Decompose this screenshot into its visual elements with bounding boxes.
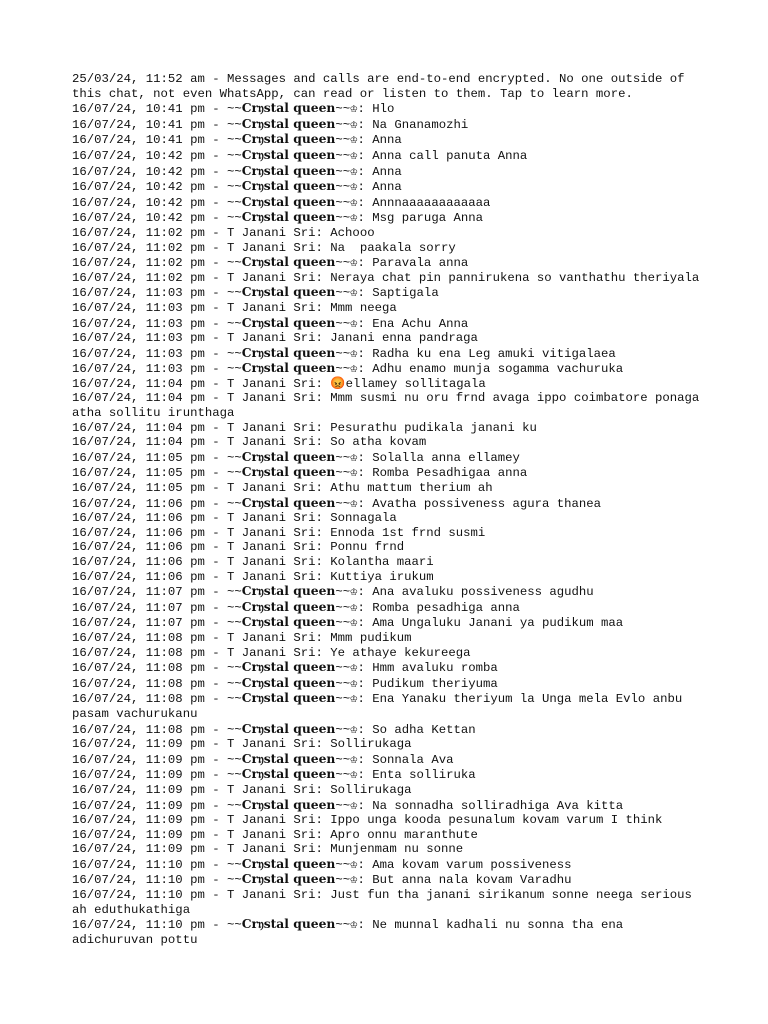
sender-name: T Janani Sri	[226, 842, 316, 857]
message-timestamp: 16/07/24, 11:09 pm	[72, 782, 205, 797]
message-line: 16/07/24, 11:04 pm - T Janani Sri: Pesurathu pudikala janani ku	[72, 420, 537, 435]
sender-name-suffix: ~~♔	[335, 164, 358, 179]
message-timestamp: 16/07/24, 11:06 pm	[72, 569, 205, 584]
sender-name-suffix: ~~♔	[335, 362, 358, 377]
sender-name-suffix: ~~♔	[335, 256, 358, 271]
message-timestamp: 16/07/24, 11:04 pm	[72, 435, 205, 450]
message-text: Hmm avaluku romba	[372, 661, 498, 676]
sender-name-suffix: ~~♔	[335, 180, 358, 195]
message-line: 16/07/24, 11:04 pm - T Janani Sri: So atha kovam	[72, 435, 427, 450]
message-text: Apro onnu maranthute	[330, 827, 478, 842]
message-text: Sollirukaga	[330, 737, 412, 752]
sender-name: 𝐂𝐫𝔶𝐬𝐭𝐚𝐥 𝐪𝐮𝐞𝐞𝐧	[241, 344, 336, 360]
message-text: Anna	[372, 180, 402, 195]
message-line: 16/07/24, 11:09 pm - T Janani Sri: Sollirukaga	[72, 782, 412, 797]
sender-name-suffix: ~~♔	[335, 918, 358, 933]
sender-name: 𝐂𝐫𝔶𝐬𝐭𝐚𝐥 𝐪𝐮𝐞𝐞𝐧	[241, 162, 336, 178]
message-timestamp: 16/07/24, 11:04 pm	[72, 391, 205, 406]
message-line: 16/07/24, 11:08 pm - ~~𝐂𝐫𝔶𝐬𝐭𝐚𝐥 𝐪𝐮𝐞𝐞𝐧~~♔: So adha Kettan	[72, 720, 476, 737]
sender-name: T Janani Sri	[226, 481, 316, 496]
message-line: 16/07/24, 10:41 pm - ~~𝐂𝐫𝔶𝐬𝐭𝐚𝐥 𝐪𝐮𝐞𝐞𝐧~~♔: Hlo	[72, 100, 395, 117]
message-timestamp: 16/07/24, 11:09 pm	[72, 737, 205, 752]
message-timestamp: 16/07/24, 10:41 pm	[72, 133, 205, 148]
sender-name: T Janani Sri	[226, 888, 316, 903]
sender-name: 𝐂𝐫𝔶𝐬𝐭𝐚𝐥 𝐪𝐮𝐞𝐞𝐧	[241, 178, 336, 194]
message-line: 16/07/24, 11:10 pm - T Janani Sri: Just fun tha janani sirikanum sonne neega serious ah eduthukathiga	[72, 888, 700, 917]
message-timestamp: 16/07/24, 11:08 pm	[72, 722, 205, 737]
message-line: 16/07/24, 11:02 pm - ~~𝐂𝐫𝔶𝐬𝐭𝐚𝐥 𝐪𝐮𝐞𝐞𝐧~~♔: Paravala anna	[72, 254, 469, 271]
sender-name: T Janani Sri	[226, 630, 316, 645]
message-timestamp: 16/07/24, 11:07 pm	[72, 616, 205, 631]
sender-name: 𝐂𝐫𝔶𝐬𝐭𝐚𝐥 𝐪𝐮𝐞𝐞𝐧	[241, 314, 336, 330]
sender-name: T Janani Sri	[226, 737, 316, 752]
message-text: Mmm neega	[330, 300, 397, 315]
message-text: Kolantha maari	[330, 555, 434, 569]
sender-name: 𝐂𝐫𝔶𝐬𝐭𝐚𝐥 𝐪𝐮𝐞𝐞𝐧	[241, 750, 336, 766]
message-timestamp: 16/07/24, 11:07 pm	[72, 600, 205, 615]
message-timestamp: 16/07/24, 11:10 pm	[72, 888, 205, 903]
message-timestamp: 16/07/24, 11:03 pm	[72, 346, 205, 361]
message-text: Anna	[372, 133, 402, 148]
message-text: Just fun tha janani sirikanum sonne neega serious ah eduthukathiga	[72, 888, 700, 917]
message-line: 16/07/24, 11:02 pm - T Janani Sri: Achooo	[72, 225, 375, 240]
message-text: Annnaaaaaaaaaaaa	[372, 195, 491, 210]
message-timestamp: 16/07/24, 11:07 pm	[72, 585, 205, 600]
message-timestamp: 16/07/24, 11:09 pm	[72, 813, 205, 828]
message-timestamp: 16/07/24, 11:04 pm	[72, 376, 205, 391]
sender-name: 𝐂𝐫𝔶𝐬𝐭𝐚𝐥 𝐪𝐮𝐞𝐞𝐧	[241, 674, 336, 690]
sender-name-suffix: ~~♔	[335, 798, 358, 813]
message-text: Athu mattum therium ah	[330, 481, 493, 496]
message-line: 16/07/24, 11:07 pm - ~~𝐂𝐫𝔶𝐬𝐭𝐚𝐥 𝐪𝐮𝐞𝐞𝐧~~♔: Romba pesadhiga anna	[72, 598, 520, 615]
sender-name-suffix: ~~♔	[335, 148, 358, 163]
message-line: 16/07/24, 11:09 pm - T Janani Sri: Munjenmam nu sonne	[72, 842, 464, 857]
message-timestamp: 25/03/24, 11:52 am	[72, 72, 205, 86]
message-text: Ama kovam varum possiveness	[372, 857, 572, 872]
message-text: Kuttiya irukum	[330, 569, 434, 584]
sender-name-suffix: ~~♔	[335, 496, 358, 511]
sender-name: T Janani Sri	[226, 525, 316, 540]
system-message-line: 25/03/24, 11:52 am - Messages and calls are end-to-end encrypted. No one outside of this chat, not even WhatsApp, can read or listen to them. Tap to learn more.	[72, 72, 692, 101]
message-timestamp: 16/07/24, 11:02 pm	[72, 270, 205, 285]
sender-name-suffix: ~~♔	[335, 752, 358, 767]
message-text: Na paakala sorry	[330, 240, 456, 255]
message-text: Enta solliruka	[372, 768, 476, 783]
chat-export-document	[72, 72, 707, 947]
sender-name: 𝐂𝐫𝔶𝐬𝐭𝐚𝐥 𝐪𝐮𝐞𝐞𝐧	[241, 284, 336, 300]
message-text: Adhu enamo munja sogamma vachuruka	[372, 362, 624, 377]
message-timestamp: 16/07/24, 11:06 pm	[72, 496, 205, 511]
message-timestamp: 16/07/24, 11:09 pm	[72, 827, 205, 842]
message-line: 16/07/24, 11:04 pm - T Janani Sri: Mmm susmi nu oru frnd avaga ippo coimbatore ponaga atha sollitu irunthaga	[72, 391, 707, 421]
message-text: Munjenmam nu sonne	[330, 842, 464, 857]
message-line: 16/07/24, 11:05 pm - T Janani Sri: Athu mattum therium ah	[72, 481, 493, 496]
sender-name: 𝐂𝐫𝔶𝐬𝐭𝐚𝐥 𝐪𝐮𝐞𝐞𝐧	[241, 100, 336, 116]
message-timestamp: 16/07/24, 11:02 pm	[72, 240, 205, 255]
message-line: 16/07/24, 11:03 pm - ~~𝐂𝐫𝔶𝐬𝐭𝐚𝐥 𝐪𝐮𝐞𝐞𝐧~~♔: Adhu enamo munja sogamma vachuruka	[72, 360, 624, 377]
message-text: Achooo	[330, 225, 375, 240]
message-line: 16/07/24, 11:07 pm - ~~𝐂𝐫𝔶𝐬𝐭𝐚𝐥 𝐪𝐮𝐞𝐞𝐧~~♔: Ana avaluku possiveness agudhu	[72, 583, 594, 600]
message-text: Ennoda 1st frnd susmi	[330, 525, 486, 540]
message-timestamp: 16/07/24, 11:03 pm	[72, 286, 205, 301]
message-line: 16/07/24, 11:06 pm - ~~𝐂𝐫𝔶𝐬𝐭𝐚𝐥 𝐪𝐮𝐞𝐞𝐧~~♔: Avatha possiveness agura thanea	[72, 494, 602, 511]
message-line: 16/07/24, 10:41 pm - ~~𝐂𝐫𝔶𝐬𝐭𝐚𝐥 𝐪𝐮𝐞𝐞𝐧~~♔: Anna	[72, 131, 402, 148]
sender-name-suffix: ~~♔	[335, 768, 358, 783]
message-text: 😡ellamey sollitagala	[330, 376, 486, 391]
message-timestamp: 16/07/24, 11:09 pm	[72, 842, 205, 857]
sender-name-suffix: ~~♔	[335, 585, 358, 600]
sender-name: 𝐂𝐫𝔶𝐬𝐭𝐚𝐥 𝐪𝐮𝐞𝐞𝐧	[241, 583, 336, 599]
sender-name: 𝐂𝐫𝔶𝐬𝐭𝐚𝐥 𝐪𝐮𝐞𝐞𝐧	[241, 209, 336, 225]
sender-name: 𝐂𝐫𝔶𝐬𝐭𝐚𝐥 𝐪𝐮𝐞𝐞𝐧	[241, 464, 336, 480]
message-text: Anna	[372, 164, 402, 179]
sender-name-suffix: ~~♔	[335, 722, 358, 737]
message-timestamp: 16/07/24, 11:09 pm	[72, 768, 205, 783]
message-timestamp: 16/07/24, 11:04 pm	[72, 420, 205, 435]
message-line: 16/07/24, 11:05 pm - ~~𝐂𝐫𝔶𝐬𝐭𝐚𝐥 𝐪𝐮𝐞𝐞𝐧~~♔: Solalla anna ellamey	[72, 448, 520, 465]
sender-name-suffix: ~~♔	[335, 316, 358, 331]
message-line: 16/07/24, 11:09 pm - ~~𝐂𝐫𝔶𝐬𝐭𝐚𝐥 𝐪𝐮𝐞𝐞𝐧~~♔: Na sonnadha solliradhiga Ava kitta	[72, 796, 624, 813]
sender-name: 𝐂𝐫𝔶𝐬𝐭𝐚𝐥 𝐪𝐮𝐞𝐞𝐧	[241, 115, 336, 131]
sender-name-suffix: ~~♔	[335, 692, 358, 707]
sender-name-suffix: ~~♔	[335, 450, 358, 465]
message-text: Ena Yanaku theriyum la Unga mela Evlo anbu pasam vachurukanu	[72, 692, 690, 721]
sender-name-suffix: ~~♔	[335, 466, 358, 481]
sender-name: 𝐂𝐫𝔶𝐬𝐭𝐚𝐥 𝐪𝐮𝐞𝐞𝐧	[241, 855, 336, 871]
sender-name-suffix: ~~♔	[335, 676, 358, 691]
message-line: 16/07/24, 11:06 pm - T Janani Sri: Kolantha maari	[72, 555, 434, 569]
sender-name: T Janani Sri	[226, 240, 316, 255]
message-timestamp: 16/07/24, 11:06 pm	[72, 555, 205, 569]
message-text: Saptigala	[372, 286, 439, 301]
message-timestamp: 16/07/24, 11:06 pm	[72, 511, 205, 526]
message-text: Romba pesadhiga anna	[372, 600, 520, 615]
message-timestamp: 16/07/24, 11:02 pm	[72, 256, 205, 271]
sender-name-suffix: ~~♔	[335, 133, 358, 148]
sender-name: T Janani Sri	[226, 569, 316, 584]
message-timestamp: 16/07/24, 11:08 pm	[72, 676, 205, 691]
message-timestamp: 16/07/24, 11:08 pm	[72, 661, 205, 676]
sender-name-suffix: ~~♔	[335, 102, 358, 117]
sender-name-suffix: ~~♔	[335, 117, 358, 132]
message-timestamp: 16/07/24, 11:08 pm	[72, 630, 205, 645]
message-text: Paravala anna	[372, 256, 469, 271]
message-timestamp: 16/07/24, 11:06 pm	[72, 525, 205, 540]
message-text: Janani enna pandraga	[330, 331, 478, 346]
message-text: Na sonnadha solliradhiga Ava kitta	[372, 798, 624, 813]
message-text: Ye athaye kekureega	[330, 645, 471, 660]
message-list	[72, 100, 707, 947]
message-timestamp: 16/07/24, 11:02 pm	[72, 225, 205, 240]
sender-name-suffix: ~~♔	[335, 286, 358, 301]
sender-name: 𝐂𝐫𝔶𝐬𝐭𝐚𝐥 𝐪𝐮𝐞𝐞𝐧	[241, 494, 336, 510]
message-text: Avatha possiveness agura thanea	[372, 496, 602, 511]
message-timestamp: 16/07/24, 11:03 pm	[72, 316, 205, 331]
sender-name-suffix: ~~♔	[335, 873, 358, 888]
message-timestamp: 16/07/24, 11:03 pm	[72, 362, 205, 377]
message-line: 16/07/24, 11:10 pm - ~~𝐂𝐫𝔶𝐬𝐭𝐚𝐥 𝐪𝐮𝐞𝐞𝐧~~♔: But anna nala kovam Varadhu	[72, 871, 572, 888]
message-line: 16/07/24, 10:42 pm - ~~𝐂𝐫𝔶𝐬𝐭𝐚𝐥 𝐪𝐮𝐞𝐞𝐧~~♔: Anna	[72, 162, 402, 179]
sender-name: T Janani Sri	[226, 511, 316, 526]
sender-name: T Janani Sri	[226, 270, 316, 285]
message-text: But anna nala kovam Varadhu	[372, 873, 572, 888]
message-line: 16/07/24, 10:42 pm - ~~𝐂𝐫𝔶𝐬𝐭𝐚𝐥 𝐪𝐮𝐞𝐞𝐧~~♔: Annnaaaaaaaaaaaa	[72, 193, 491, 210]
message-line: 16/07/24, 11:03 pm - T Janani Sri: Mmm neega	[72, 300, 397, 315]
message-line: 16/07/24, 11:08 pm - ~~𝐂𝐫𝔶𝐬𝐭𝐚𝐥 𝐪𝐮𝐞𝐞𝐧~~♔: Hmm avaluku romba	[72, 659, 498, 676]
sender-name: T Janani Sri	[226, 540, 316, 555]
sender-name: 𝐂𝐫𝔶𝐬𝐭𝐚𝐥 𝐪𝐮𝐞𝐞𝐧	[241, 254, 336, 270]
message-timestamp: 16/07/24, 11:05 pm	[72, 481, 205, 496]
message-line: 16/07/24, 11:05 pm - ~~𝐂𝐫𝔶𝐬𝐭𝐚𝐥 𝐪𝐮𝐞𝐞𝐧~~♔: Romba Pesadhigaa anna	[72, 464, 528, 481]
message-text: Anna call panuta Anna	[372, 148, 528, 163]
sender-name: 𝐂𝐫𝔶𝐬𝐭𝐚𝐥 𝐪𝐮𝐞𝐞𝐧	[241, 916, 336, 932]
message-text: Pesurathu pudikala janani ku	[330, 420, 537, 435]
message-text: Ne munnal kadhali nu sonna tha ena adichuruvan pottu	[72, 918, 631, 947]
message-text: Neraya chat pin pannirukena so vanthathu theriyala	[330, 270, 700, 285]
sender-name: T Janani Sri	[226, 827, 316, 842]
message-timestamp: 16/07/24, 11:09 pm	[72, 752, 205, 767]
sender-name: T Janani Sri	[226, 331, 316, 346]
sender-name: T Janani Sri	[226, 420, 316, 435]
sender-name-suffix: ~~♔	[335, 211, 358, 226]
message-timestamp: 16/07/24, 10:42 pm	[72, 164, 205, 179]
sender-name-suffix: ~~♔	[335, 661, 358, 676]
message-line: 16/07/24, 11:06 pm - T Janani Sri: Sonnagala	[72, 511, 397, 526]
message-text: Hlo	[372, 102, 395, 117]
message-line: 16/07/24, 11:03 pm - ~~𝐂𝐫𝔶𝐬𝐭𝐚𝐥 𝐪𝐮𝐞𝐞𝐧~~♔: Saptigala	[72, 284, 439, 301]
message-line: 16/07/24, 11:03 pm - ~~𝐂𝐫𝔶𝐬𝐭𝐚𝐥 𝐪𝐮𝐞𝐞𝐧~~♔: Ena Achu Anna	[72, 314, 469, 331]
sender-name: T Janani Sri	[226, 225, 316, 240]
sender-name: 𝐂𝐫𝔶𝐬𝐭𝐚𝐥 𝐪𝐮𝐞𝐞𝐧	[241, 871, 336, 887]
sender-name-suffix: ~~♔	[335, 857, 358, 872]
message-text: Sollirukaga	[330, 782, 412, 797]
message-text: Sonnagala	[330, 511, 397, 526]
sender-name: T Janani Sri	[226, 391, 316, 406]
sender-name: 𝐂𝐫𝔶𝐬𝐭𝐚𝐥 𝐪𝐮𝐞𝐞𝐧	[241, 690, 336, 706]
message-line: 16/07/24, 11:09 pm - T Janani Sri: Apro onnu maranthute	[72, 827, 478, 842]
message-text: Radha ku ena Leg amuki vitigalaea	[372, 346, 616, 361]
message-line: 16/07/24, 11:08 pm - ~~𝐂𝐫𝔶𝐬𝐭𝐚𝐥 𝐪𝐮𝐞𝐞𝐧~~♔: Pudikum theriyuma	[72, 674, 498, 691]
message-text: Ena Achu Anna	[372, 316, 469, 331]
message-timestamp: 16/07/24, 11:05 pm	[72, 450, 205, 465]
message-line: 16/07/24, 11:04 pm - T Janani Sri: 😡ellamey sollitagala	[72, 376, 486, 391]
sender-name: 𝐂𝐫𝔶𝐬𝐭𝐚𝐥 𝐪𝐮𝐞𝐞𝐧	[241, 796, 336, 812]
message-timestamp: 16/07/24, 11:03 pm	[72, 331, 205, 346]
message-text: Ippo unga kooda pesunalum kovam varum I think	[330, 813, 663, 828]
message-line: 16/07/24, 11:09 pm - ~~𝐂𝐫𝔶𝐬𝐭𝐚𝐥 𝐪𝐮𝐞𝐞𝐧~~♔: Sonnala Ava	[72, 750, 454, 767]
message-line: 16/07/24, 11:08 pm - T Janani Sri: Ye athaye kekureega	[72, 645, 471, 660]
message-line: 16/07/24, 11:09 pm - ~~𝐂𝐫𝔶𝐬𝐭𝐚𝐥 𝐪𝐮𝐞𝐞𝐧~~♔: Enta solliruka	[72, 766, 476, 783]
message-line: 16/07/24, 11:08 pm - T Janani Sri: Mmm pudikum	[72, 630, 412, 645]
message-timestamp: 16/07/24, 11:08 pm	[72, 692, 205, 707]
message-text: Solalla anna ellamey	[372, 450, 520, 465]
message-line: 16/07/24, 11:09 pm - T Janani Sri: Ippo unga kooda pesunalum kovam varum I think	[72, 813, 663, 828]
message-timestamp: 16/07/24, 11:06 pm	[72, 540, 205, 555]
sender-name: T Janani Sri	[226, 645, 316, 660]
sender-name: 𝐂𝐫𝔶𝐬𝐭𝐚𝐥 𝐪𝐮𝐞𝐞𝐧	[241, 146, 336, 162]
message-timestamp: 16/07/24, 10:41 pm	[72, 102, 205, 117]
sender-name: T Janani Sri	[226, 435, 316, 450]
sender-name: 𝐂𝐫𝔶𝐬𝐭𝐚𝐥 𝐪𝐮𝐞𝐞𝐧	[241, 193, 336, 209]
sender-name: 𝐂𝐫𝔶𝐬𝐭𝐚𝐥 𝐪𝐮𝐞𝐞𝐧	[241, 720, 336, 736]
message-text: Sonnala Ava	[372, 752, 454, 767]
message-text: Pudikum theriyuma	[372, 676, 498, 691]
message-line: 16/07/24, 11:06 pm - T Janani Sri: Ennoda 1st frnd susmi	[72, 525, 486, 540]
message-timestamp: 16/07/24, 11:10 pm	[72, 918, 205, 933]
sender-name: 𝐂𝐫𝔶𝐬𝐭𝐚𝐥 𝐪𝐮𝐞𝐞𝐧	[241, 131, 336, 147]
sender-name: 𝐂𝐫𝔶𝐬𝐭𝐚𝐥 𝐪𝐮𝐞𝐞𝐧	[241, 360, 336, 376]
message-line: 16/07/24, 11:09 pm - T Janani Sri: Sollirukaga	[72, 737, 412, 752]
message-timestamp: 16/07/24, 10:42 pm	[72, 211, 205, 226]
sender-name: T Janani Sri	[226, 782, 316, 797]
message-line: 16/07/24, 10:41 pm - ~~𝐂𝐫𝔶𝐬𝐭𝐚𝐥 𝐪𝐮𝐞𝐞𝐧~~♔: Na Gnanamozhi	[72, 115, 469, 132]
sender-name-suffix: ~~♔	[335, 195, 358, 210]
sender-name-suffix: ~~♔	[335, 616, 358, 631]
sender-name: T Janani Sri	[226, 813, 316, 828]
message-line: 16/07/24, 11:10 pm - ~~𝐂𝐫𝔶𝐬𝐭𝐚𝐥 𝐪𝐮𝐞𝐞𝐧~~♔: Ama kovam varum possiveness	[72, 855, 572, 872]
message-timestamp: 16/07/24, 10:42 pm	[72, 180, 205, 195]
message-line: 16/07/24, 10:42 pm - ~~𝐂𝐫𝔶𝐬𝐭𝐚𝐥 𝐪𝐮𝐞𝐞𝐧~~♔: Msg paruga Anna	[72, 209, 483, 226]
message-text: Ana avaluku possiveness agudhu	[372, 585, 594, 600]
message-line: 16/07/24, 11:03 pm - ~~𝐂𝐫𝔶𝐬𝐭𝐚𝐥 𝐪𝐮𝐞𝐞𝐧~~♔: Radha ku ena Leg amuki vitigalaea	[72, 344, 616, 361]
message-text: Ponnu frnd	[330, 540, 405, 555]
message-line: 16/07/24, 11:10 pm - ~~𝐂𝐫𝔶𝐬𝐭𝐚𝐥 𝐪𝐮𝐞𝐞𝐧~~♔: Ne munnal kadhali nu sonna tha ena adichuruvan pottu	[72, 916, 631, 947]
message-text: Msg paruga Anna	[372, 211, 483, 226]
message-timestamp: 16/07/24, 11:08 pm	[72, 645, 205, 660]
sender-name: T Janani Sri	[226, 376, 316, 391]
sender-name: 𝐂𝐫𝔶𝐬𝐭𝐚𝐥 𝐪𝐮𝐞𝐞𝐧	[241, 598, 336, 614]
message-text: Mmm pudikum	[330, 630, 412, 645]
sender-name: 𝐂𝐫𝔶𝐬𝐭𝐚𝐥 𝐪𝐮𝐞𝐞𝐧	[241, 766, 336, 782]
message-timestamp: 16/07/24, 11:09 pm	[72, 798, 205, 813]
message-timestamp: 16/07/24, 11:05 pm	[72, 466, 205, 481]
sender-name: 𝐂𝐫𝔶𝐬𝐭𝐚𝐥 𝐪𝐮𝐞𝐞𝐧	[241, 448, 336, 464]
message-text: So adha Kettan	[372, 722, 476, 737]
message-text: Romba Pesadhigaa anna	[372, 466, 528, 481]
message-timestamp: 16/07/24, 11:10 pm	[72, 857, 205, 872]
sender-name-suffix: ~~♔	[335, 346, 358, 361]
message-text: Ama Ungaluku Janani ya pudikum maa	[372, 616, 624, 631]
sender-name: 𝐂𝐫𝔶𝐬𝐭𝐚𝐥 𝐪𝐮𝐞𝐞𝐧	[241, 659, 336, 675]
message-line: 16/07/24, 11:02 pm - T Janani Sri: Neraya chat pin pannirukena so vanthathu theriyala	[72, 270, 700, 285]
message-timestamp: 16/07/24, 10:41 pm	[72, 117, 205, 132]
message-text: So atha kovam	[330, 435, 427, 450]
sender-name-suffix: ~~♔	[335, 600, 358, 615]
sender-name: T Janani Sri	[226, 555, 316, 569]
message-timestamp: 16/07/24, 11:10 pm	[72, 873, 205, 888]
message-line: 16/07/24, 11:02 pm - T Janani Sri: Na paakala sorry	[72, 240, 456, 255]
message-timestamp: 16/07/24, 10:42 pm	[72, 195, 205, 210]
message-line: 16/07/24, 11:03 pm - T Janani Sri: Janani enna pandraga	[72, 331, 478, 346]
message-line: 16/07/24, 10:42 pm - ~~𝐂𝐫𝔶𝐬𝐭𝐚𝐥 𝐪𝐮𝐞𝐞𝐧~~♔: Anna	[72, 178, 402, 195]
message-line: 16/07/24, 11:08 pm - ~~𝐂𝐫𝔶𝐬𝐭𝐚𝐥 𝐪𝐮𝐞𝐞𝐧~~♔: Ena Yanaku theriyum la Unga mela Evlo anbu pasam vachurukanu	[72, 690, 690, 721]
sender-name: T Janani Sri	[226, 300, 316, 315]
message-text: Mmm susmi nu oru frnd avaga ippo coimbatore ponaga atha sollitu irunthaga	[72, 391, 707, 421]
system-message-text: Messages and calls are end-to-end encrypted. No one outside of this chat, not even WhatsApp, can read or listen to them. Tap to learn more.	[72, 72, 692, 101]
message-line: 16/07/24, 10:42 pm - ~~𝐂𝐫𝔶𝐬𝐭𝐚𝐥 𝐪𝐮𝐞𝐞𝐧~~♔: Anna call panuta Anna	[72, 146, 528, 163]
sender-name: 𝐂𝐫𝔶𝐬𝐭𝐚𝐥 𝐪𝐮𝐞𝐞𝐧	[241, 614, 336, 630]
message-line: 16/07/24, 11:07 pm - ~~𝐂𝐫𝔶𝐬𝐭𝐚𝐥 𝐪𝐮𝐞𝐞𝐧~~♔: Ama Ungaluku Janani ya pudikum maa	[72, 614, 624, 631]
message-line: 16/07/24, 11:06 pm - T Janani Sri: Kuttiya irukum	[72, 569, 434, 584]
message-timestamp: 16/07/24, 10:42 pm	[72, 148, 205, 163]
message-line: 16/07/24, 11:06 pm - T Janani Sri: Ponnu frnd	[72, 540, 405, 555]
message-timestamp: 16/07/24, 11:03 pm	[72, 300, 205, 315]
message-text: Na Gnanamozhi	[372, 117, 469, 132]
